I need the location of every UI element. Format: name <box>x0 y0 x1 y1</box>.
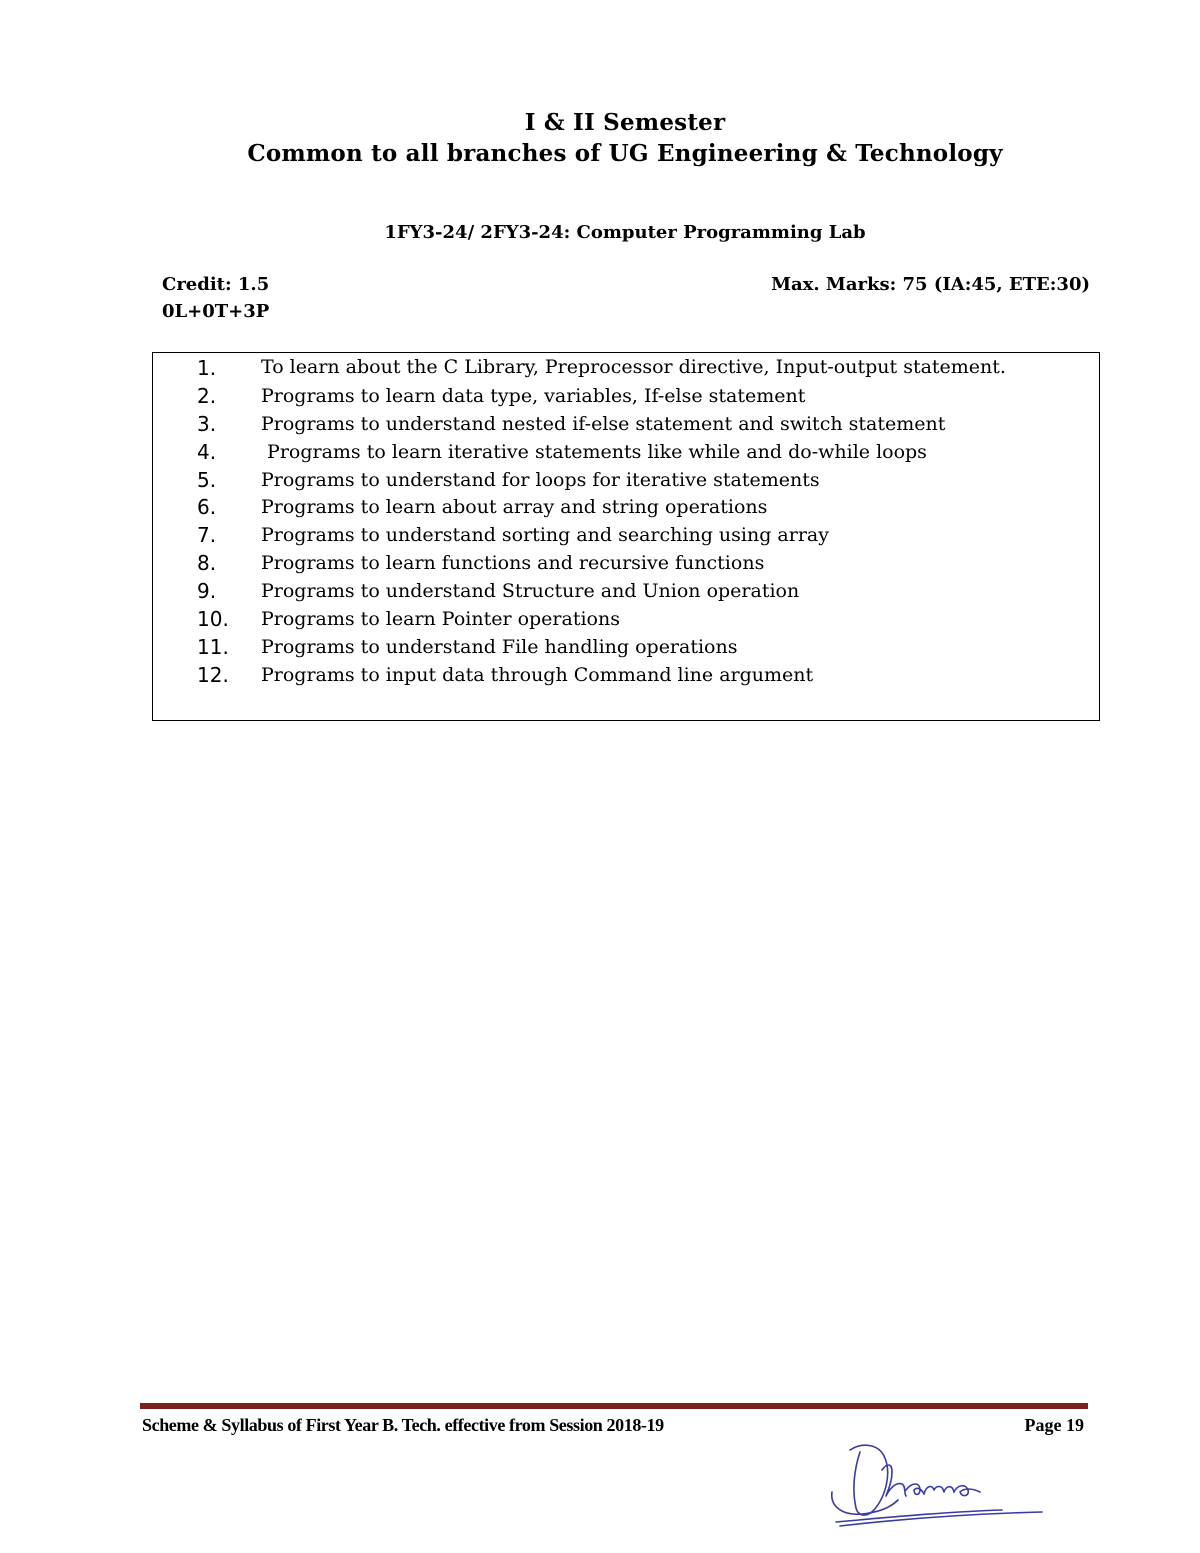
list-item-number: 6. <box>197 495 217 520</box>
list-item-text: Programs to learn about array and string operations <box>261 496 768 519</box>
signature-icon <box>822 1430 1052 1530</box>
course-title: 1FY3-24/ 2FY3-24: Computer Programming Lab <box>384 222 866 243</box>
list-item <box>153 522 1099 548</box>
semester-heading: I & II Semester <box>524 109 726 136</box>
list-item <box>153 411 1099 437</box>
list-item-number: 2. <box>197 383 217 408</box>
branches-heading: Common to all branches of UG Engineering & Technology <box>247 140 1003 167</box>
list-item-number: 8. <box>197 551 217 576</box>
list-item <box>153 467 1099 493</box>
list-item-number: 11. <box>197 634 229 659</box>
list-item-text: Programs to understand nested if-else statement and switch statement <box>261 412 946 435</box>
list-item <box>153 662 1099 688</box>
list-item-text: Programs to learn iterative statements like while and do-while loops <box>261 440 927 463</box>
list-item <box>153 606 1099 632</box>
max-marks-label: Max. Marks: 75 (IA:45, ETE:30) <box>771 274 1090 295</box>
list-item-number: 1. <box>197 356 217 380</box>
footer-scheme-text: Scheme & Syllabus of First Year B. Tech. effective from Session 2018-19 <box>142 1415 664 1435</box>
list-item-text: Programs to input data through Command line argument <box>261 663 814 686</box>
credit-label: Credit: 1.5 <box>162 274 270 295</box>
page-number: Page 19 <box>1024 1415 1084 1435</box>
list-item-number: 7. <box>197 523 217 548</box>
list-item-number: 10. <box>197 607 229 632</box>
list-item-text: Programs to understand for loops for iterative statements <box>261 468 820 491</box>
footer-divider <box>140 1403 1088 1409</box>
list-item <box>153 383 1099 409</box>
list-item-text: Programs to learn functions and recursive functions <box>261 552 765 575</box>
list-item-number: 5. <box>197 467 217 492</box>
list-item <box>153 494 1099 520</box>
list-item-text: To learn about the C Library, Preprocessor directive, Input-output statement. <box>261 356 1006 378</box>
list-item-number: 3. <box>197 411 217 436</box>
list-item-text: Programs to learn data type, variables, If-else statement <box>261 384 806 407</box>
list-item-text: Programs to understand File handling operations <box>261 635 738 658</box>
objectives-box <box>152 352 1100 721</box>
list-item <box>153 634 1099 660</box>
list-item-number: 4. <box>197 439 217 464</box>
list-item <box>153 578 1099 604</box>
ltp-label: 0L+0T+3P <box>162 301 270 322</box>
objectives-list <box>153 355 1099 690</box>
list-item <box>153 355 1099 381</box>
list-item-text: Programs to learn Pointer operations <box>261 608 620 631</box>
list-item-number: 12. <box>197 662 229 687</box>
list-item <box>153 550 1099 576</box>
list-item-number: 9. <box>197 579 217 604</box>
list-item-text: Programs to understand Structure and Union operation <box>261 580 800 603</box>
list-item-text: Programs to understand sorting and searching using array <box>261 524 829 547</box>
list-item <box>153 439 1099 465</box>
